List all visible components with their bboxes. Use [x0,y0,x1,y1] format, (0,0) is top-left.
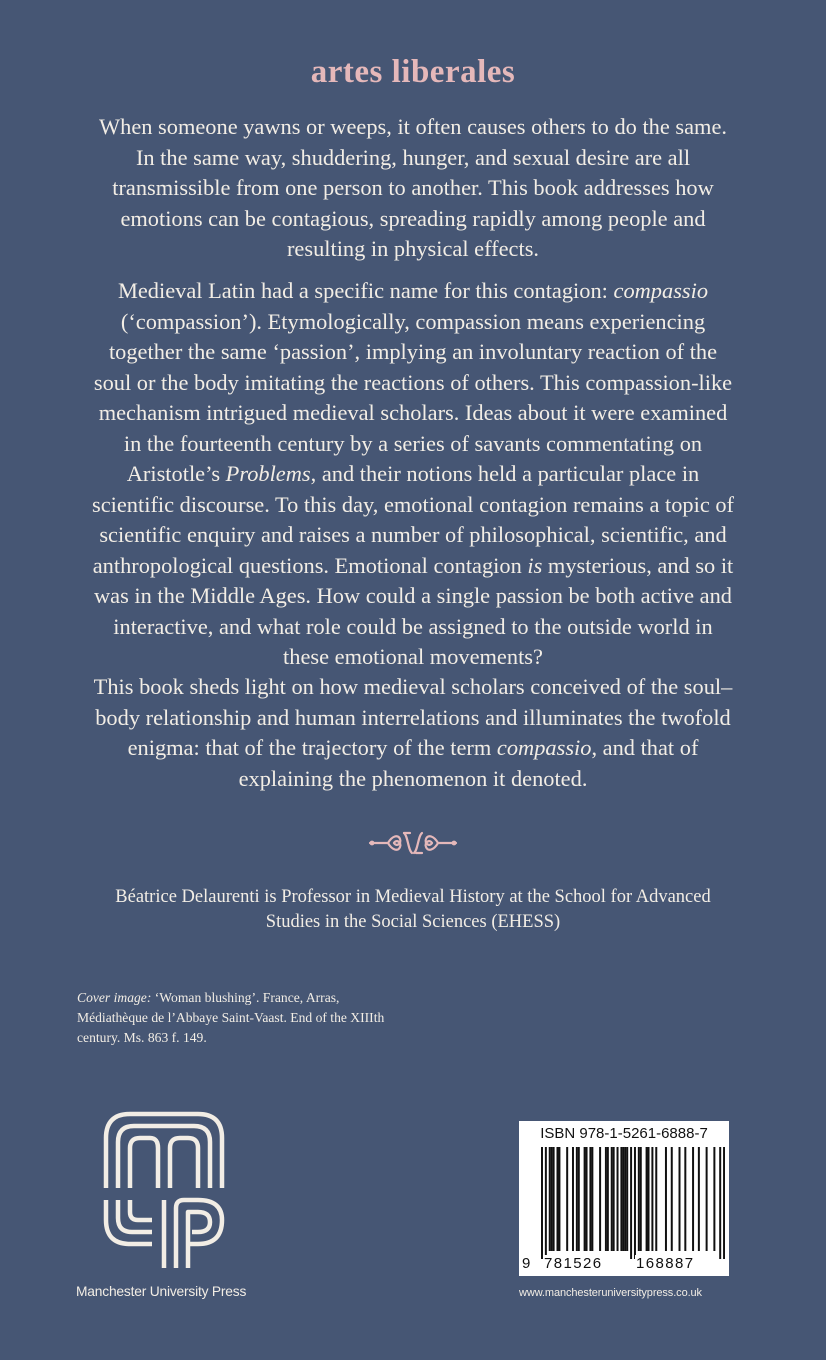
barcode-bar [626,1147,628,1251]
barcode-bar [620,1147,622,1251]
barcode-bar [558,1147,560,1251]
barcode-bar [607,1147,609,1251]
barcode-bar [671,1147,673,1251]
blurb-text: , and that of explaining the phenomenon it denoted. [238,735,699,791]
barcode-bar [622,1147,624,1251]
barcode-bar [576,1147,578,1251]
blurb-italic-term: compassio [496,735,592,760]
barcode-bar [556,1147,558,1251]
barcode-bar [692,1147,694,1251]
barcode-bar [640,1147,642,1251]
barcode-bar [638,1147,640,1251]
barcode-bar [719,1147,721,1259]
barcode-digit-first: 9 [522,1255,532,1272]
author-bio: Béatrice Delaurenti is Professor in Medieval History at the School for Advanced Studies in the Social Sciences (EHESS) [115,887,711,932]
blurb-italic-term: compassio [613,278,709,303]
barcode-bar [630,1147,632,1259]
barcode-bar [713,1147,715,1251]
barcode-bar [553,1147,555,1251]
mup-monogram-icon [100,1108,228,1272]
isbn-barcode [519,1121,729,1276]
blurb-text: Medieval Latin had a specific name for this contagion: [117,278,614,303]
barcode-digits [519,1255,729,1275]
barcode-bar [541,1147,543,1259]
barcode-bar [706,1147,708,1251]
blurb-text: , and their notions held a particular place in scientific discourse. To this day, emotional contagion remains a topic of scientific enquiry and raises a number of philosophical, scientific, and anthropological questions. Emotional contagion [92,461,735,578]
barcode-digit-group-1: 781526 [544,1255,603,1272]
publisher-website: www.manchesteruniversitypress.co.uk [519,1287,702,1299]
barcode-bar [613,1147,615,1251]
cover-credit-text: ‘Woman blushing’. France, Arras, Médiathèque de l’Abbaye Saint-Vaast. End of the XIIIth century. Ms. 863 f. 149. [77,990,385,1045]
barcode-bar [599,1147,601,1251]
barcode-bar [591,1147,593,1251]
barcode-bar [545,1147,547,1259]
barcode-digit-group-2: 168887 [636,1255,695,1272]
cover-credit-label: Cover image: [77,990,152,1005]
publisher-name: Manchester University Press [76,1284,247,1299]
barcode-bar [679,1147,681,1251]
barcode-bar [589,1147,591,1251]
barcode-bar [624,1147,626,1251]
barcode-bar [605,1147,607,1251]
barcode-bar [566,1147,568,1251]
barcode-bar [586,1147,588,1251]
barcode-bar [584,1147,586,1251]
barcode-bar [611,1147,613,1251]
barcode-bar [665,1147,667,1251]
blurb-paragraph-3 [92,672,734,794]
blurb-text: (‘compassion’). Etymologically, compassion means experiencing together the same ‘passion’, implying an involuntary reaction of the soul or the body imitating the reactions of others. This compassion-like mechanism intrigued medieval scholars. Ideas about it were examined in the fourteenth century by a series of savants commentating on Aristotle’s [93,308,733,486]
barcode-bar [648,1147,650,1251]
barcode-bar [698,1147,700,1251]
barcode-bars [529,1147,725,1259]
barcode-bar [551,1147,553,1251]
blurb-italic-emphasis: is [527,552,543,578]
barcode-bar [549,1147,551,1251]
blurb-text: mysterious, and so it was in the Middle Ages. How could a single passion be both active and interactive, and what role could be assigned to the outside world in these emotional movements? [93,552,734,669]
blurb-text: This book sheds light on how medieval scholars conceived of the soul–body relationship and human interrelations and illuminates the twofold enigma: that of the trajectory of the term [93,674,733,760]
barcode-bar [578,1147,580,1251]
barcode-bar [617,1147,619,1251]
barcode-bar [572,1147,574,1251]
series-title: artes liberales [310,54,516,90]
barcode-bar [646,1147,648,1251]
blurb-paragraph-2 [92,276,734,673]
barcode-bar [634,1147,636,1259]
ornament-flourish-icon [368,824,458,862]
barcode-bar [684,1147,686,1251]
isbn-label: ISBN 978-1-5261-6888-7 [540,1125,708,1142]
cover-image-credit [77,988,397,1048]
blurb-paragraph-1: When someone yawns or weeps, it often causes others to do the same. In the same way, shuddering, hunger, and sexual desire are all transmissible from one person to another. This book addresses how emotions can be contagious, spreading rapidly among people and resulting in physical effects. [98,114,727,261]
barcode-bar [655,1147,657,1251]
blurb-italic-title: Problems [225,461,311,486]
barcode-bar [651,1147,653,1251]
barcode-bar [723,1147,725,1259]
